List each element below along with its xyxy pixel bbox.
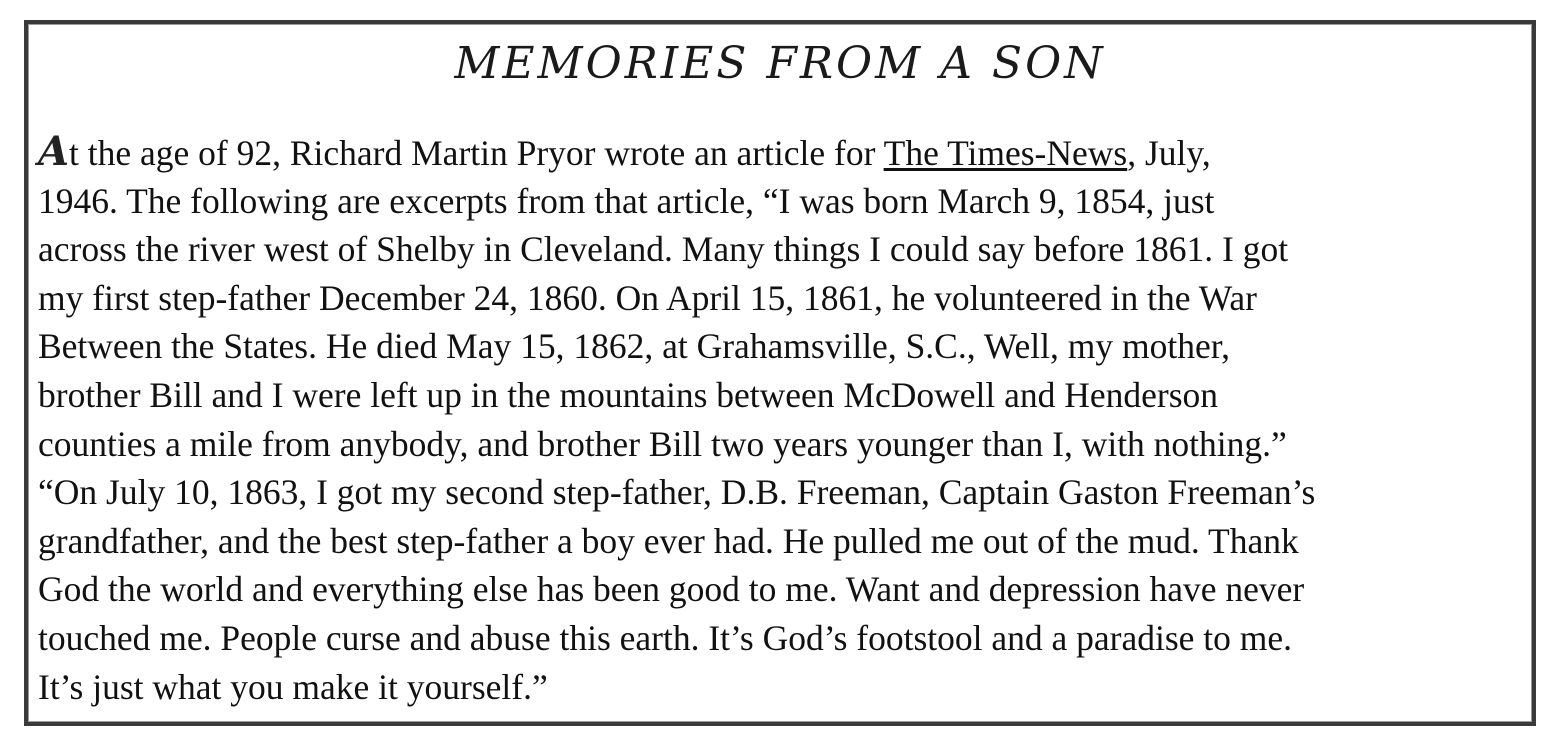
article-line: my first step-father December 24, 1860. On April 15, 1861, he volunteered in the War [38, 277, 1257, 318]
article-title: MEMORIES FROM A SON [454, 38, 1106, 89]
article-line-1 [38, 128, 1528, 177]
article-line: touched me. People curse and abuse this earth. It’s God’s footstool and a paradise to me. [38, 617, 1293, 658]
article-line: God the world and everything else has been good to me. Want and depression have never [38, 569, 1305, 610]
article-frame [24, 20, 1536, 726]
newspaper-name: The Times-News [883, 133, 1128, 173]
article-line: Between the States. He died May 15, 1862, at Grahamsville, S.C., Well, my mother, [38, 326, 1230, 367]
article-line: brother Bill and I were left up in the mountains between McDowell and Henderson [38, 374, 1219, 415]
line-1-text-b: , July, [1127, 133, 1211, 173]
article-line: grandfather, and the best step-father a boy ever had. He pulled me out of the mud. Thank [38, 520, 1299, 561]
article-line: across the river west of Shelby in Cleveland. Many things I could say before 1861. I got [38, 229, 1289, 270]
line-1-text-a: t the age of 92, Richard Martin Pryor wrote an article for [69, 133, 884, 173]
article-body [38, 128, 1528, 711]
article-line: It’s just what you make it yourself.” [38, 666, 548, 707]
drop-cap: A [38, 128, 70, 175]
article-line: “On July 10, 1863, I got my second step-father, D.B. Freeman, Captain Gaston Freeman’s [38, 472, 1316, 513]
article-line: 1946. The following are excerpts from that article, “I was born March 9, 1854, just [38, 180, 1215, 221]
article-line: counties a mile from anybody, and brother Bill two years younger than I, with nothing.” [38, 423, 1287, 464]
